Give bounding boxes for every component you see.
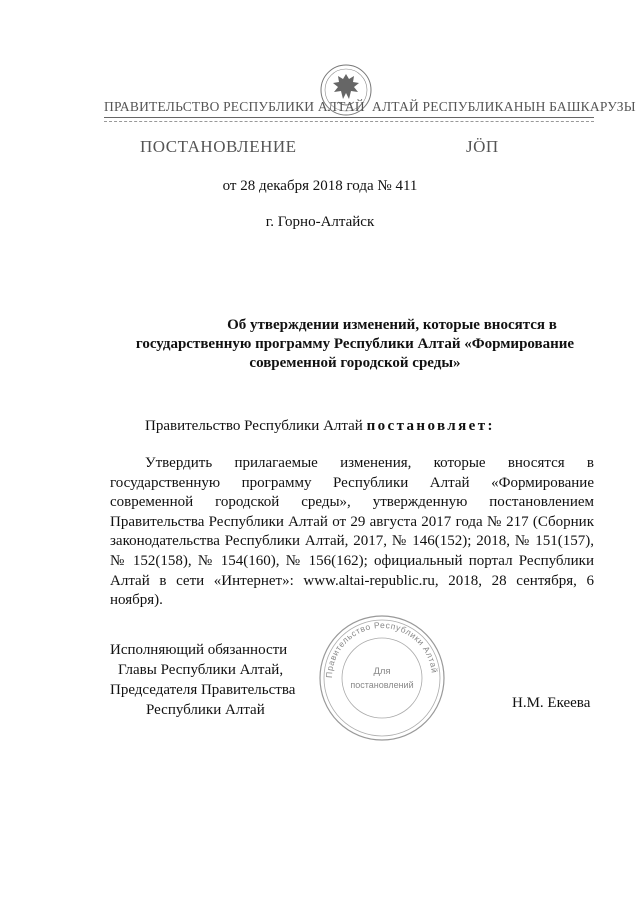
svg-text:Для: Для [373, 666, 391, 677]
signature-line-2: Главы Республики Алтай, [118, 662, 284, 678]
signature-line-1: Исполняющий обязанности [110, 642, 288, 658]
header-right-text: АЛТАЙ РЕСПУБЛИКАНЫН БАШКАРУЗЫ [372, 99, 636, 114]
decree-verb: постановляет: [366, 418, 495, 434]
decree-subject: Правительство Республики Алтай [145, 418, 363, 434]
document-title [110, 316, 600, 373]
header-rule-secondary [104, 121, 594, 122]
signature-line-3: Председателя Правительства [110, 682, 296, 698]
signature-line-4: Республики Алтай [146, 702, 265, 718]
decree-line [145, 418, 495, 435]
round-seal-stamp-icon [316, 612, 448, 744]
svg-text:Правительство Республики Алтай: Правительство Республики Алтай [323, 619, 440, 679]
doc-type-russian: ПОСТАНОВЛЕНИЕ [140, 137, 297, 156]
header-left-text: ПРАВИТЕЛЬСТВО РЕСПУБЛИКИ АЛТАЙ [104, 99, 365, 114]
body-paragraph: Утвердить прилагаемые изменения, которые вносятся в государственную программу Республики Алтай «Формирование современной городской среды», утвержденную постановлением Правительства Республики Алтай от 29 августа 2017 года № 217 (Сборник законодательства Республики Алтай, 2017, № 146(152); 2018, № 151(157), № 152(158), № 154(160), № 156(162); официальный портал Республики Алтай в сети «Интернет»: www.altai-republic.ru, 2018, 28 сентября, 6 ноября). [110, 455, 594, 609]
title-line-3: современной городской среды» [249, 355, 461, 371]
signatory-name: Н.М. Екеева [512, 695, 591, 711]
title-line-2: государственную программу Республики Алтай «Формирование [135, 336, 575, 352]
city-line: г. Горно-Алтайск [265, 214, 375, 230]
title-line-1: Об утверждении изменений, которые вносятся в [227, 317, 557, 333]
signature-block [110, 640, 295, 720]
doc-type-altai: ЈӦП [466, 137, 499, 156]
header-rule [104, 117, 594, 118]
date-line: от 28 декабря 2018 года № 411 [222, 178, 418, 194]
svg-text:постановлений: постановлений [350, 680, 414, 690]
